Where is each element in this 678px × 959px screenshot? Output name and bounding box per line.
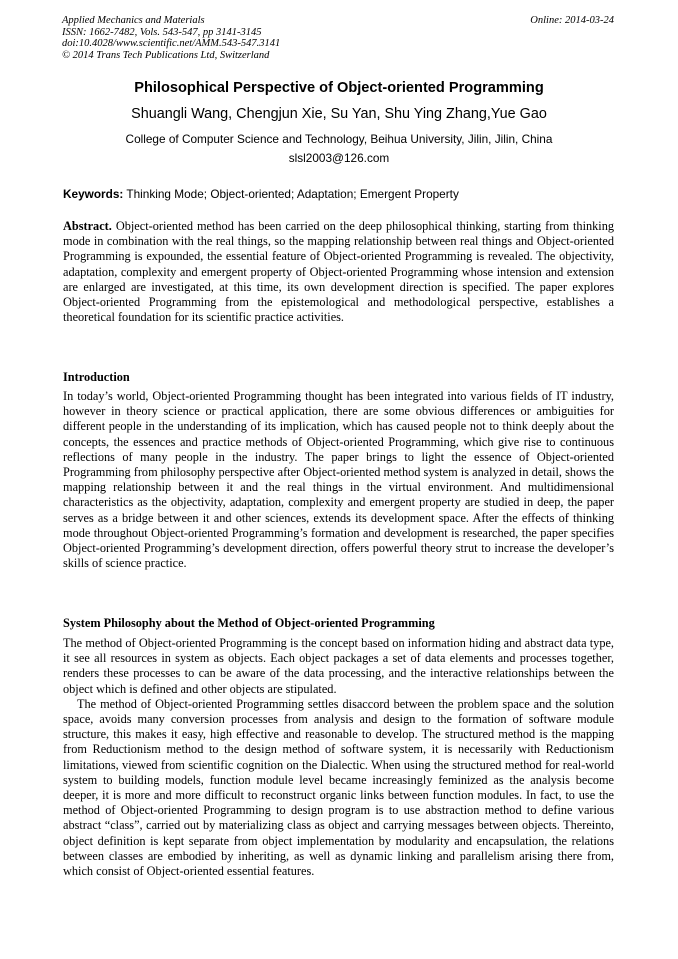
introduction-paragraph: In today’s world, Object-oriented Programming thought has been integrated into various fields of IT industry, however in theory science or practical application, there are some obvious differences or ambiguities for different people in the understanding of its implication, which has caused people not to think deeply about the concepts, the essences and practice methods of Object-oriented Programming, which give rise to continuous reflections of many people in the industry. The paper brings to light the essence of Object-oriented Programming from philosophy perspective after Object-oriented method system is analyzed in detail, shows the mapping relationship between it and the real things in the virtual environment. And multidimensional characteristics as the objectivity, adaptation, complexity and emergent property are studied in deep, the paper serves as a bridge between it and other sciences, extends its development space. After the effects of thinking mode throughout Object-oriented Programming’s formation and development is researched, the paper specifies Object-oriented Programming’s development direction, offers powerful theory strut to increase the developer’s skills of science practice.	[63, 389, 614, 571]
online-date: Online: 2014-03-24	[530, 15, 614, 26]
abstract-label: Abstract.	[63, 219, 112, 233]
introduction-section	[63, 389, 614, 571]
issn-line: ISSN: 1662-7482, Vols. 543-547, pp 3141-3145	[62, 26, 262, 38]
system-paragraph-2: The method of Object-oriented Programming settles disaccord between the problem space and the solution space, avoids many conversion processes from analysis and design to the formation of software module structure, this makes it easy, high effective and reasonable to develop. The structured method is the mapping from Reductionism method to the design method of software system, it is necessarily with Reductionism limitations, viewed from scientific cognition on the Dialectic. When using the structured method for real-world system to building models, function module level became increasingly feminized as the analysis become deeper, it is more and more difficult to reconstruct organic links between function modules. In fact, to use the method of Object-oriented Programming to design program is to use abstraction method to define various abstract “class”, carried out by materializing class as object and carrying messages between objects. Thereinto, object definition is kept separate from object implementation by modularity and encapsulation, the relations between classes are embodied by inheriting, as well as dynamic linking and parallelism arising there from, which consist of Object-oriented essential features.	[63, 696, 614, 879]
affiliation: College of Computer Science and Technology, Beihua University, Jilin, Jilin, China	[125, 132, 553, 146]
keywords-label: Keywords:	[63, 187, 124, 201]
abstract-text: Object-oriented method has been carried on the deep philosophical thinking, starting from thinking mode in combination with the real things, so the mapping relationship between real things and Object-oriented Programming is expounded, the essential feature of Object-oriented Programming is revealed. The objectivity, adaptation, complexity and emergent property of Object-oriented Programming whose intension and extension are enlarged are investigated, at this time, its own development direction is specified. The paper explores Object-oriented Programming from the epistemological and methodological perspective, establishes a theoretical foundation for its scientific practice activities.	[63, 219, 614, 325]
journal-header	[62, 15, 614, 61]
keywords-line	[63, 187, 459, 201]
doi-line: doi:10.4028/www.scientific.net/AMM.543-547.3141	[62, 38, 281, 49]
abstract-section	[63, 219, 614, 325]
paper-title: Philosophical Perspective of Object-oriented Programming	[134, 80, 544, 96]
introduction-heading: Introduction	[63, 370, 130, 384]
author-list: Shuangli Wang, Chengjun Xie, Su Yan, Shu Ying Zhang,Yue Gao	[131, 106, 547, 122]
journal-name: Applied Mechanics and Materials	[62, 15, 205, 26]
keywords-text: Thinking Mode; Object-oriented; Adaptation; Emergent Property	[126, 187, 459, 201]
system-philosophy-section	[63, 636, 614, 879]
system-philosophy-heading: System Philosophy about the Method of Object-oriented Programming	[63, 616, 435, 630]
system-paragraph-1: The method of Object-oriented Programming is the concept based on information hiding and abstract data type, it see all resources in system as objects. Each object packages a set of data elements and processes together, renders these processes to can be aware of the data processing, and the interactive relationships between the object which is defined and other objects are stipulated.	[63, 636, 614, 696]
author-email: slsl2003@126.com	[288, 151, 390, 165]
copyright-line: © 2014 Trans Tech Publications Ltd, Switzerland	[62, 49, 270, 61]
